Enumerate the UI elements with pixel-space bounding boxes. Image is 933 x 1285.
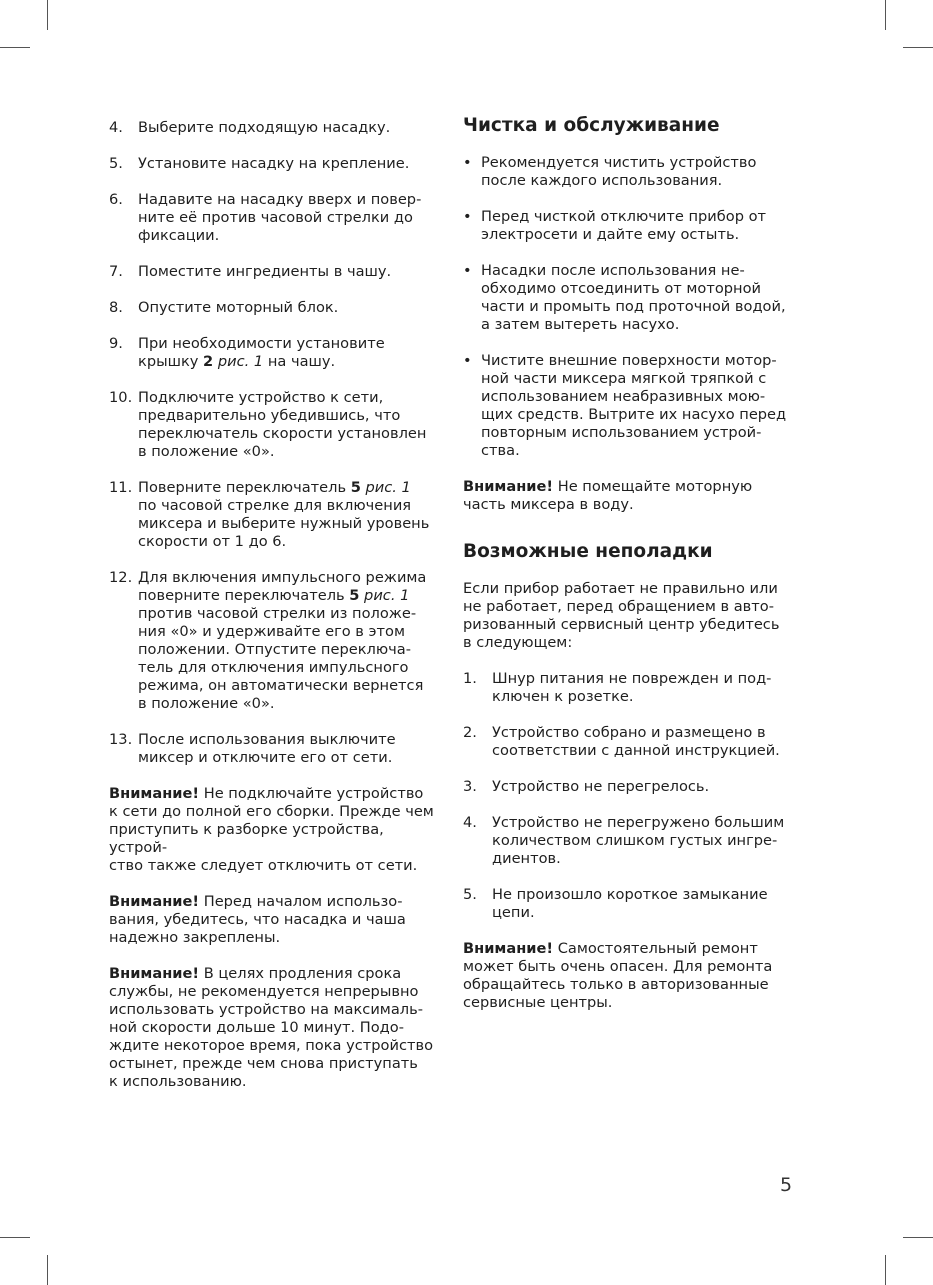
step-number: 4. [109,119,123,136]
step-text: Поместите ингредиенты в чашу. [138,263,392,280]
step-item [109,335,444,371]
step-item [109,389,444,461]
step-number: 7. [109,263,123,280]
step-item [109,191,444,245]
step-item [109,731,444,767]
crop-mark [885,0,886,30]
step-text: При необходимости установите крышку [138,335,385,370]
troubleshooting-intro: Если прибор работает не правильно или не работает, перед обращением в авто- ризованный сервисный центр убедитесь в следующем: [463,580,780,651]
part-number: 2 [203,353,214,370]
cleaning-heading: Чистка и обслуживание [463,115,720,136]
step-text: Опустите моторный блок. [138,299,339,316]
crop-mark [885,1255,886,1285]
check-text: Устройство не перегрелось. [492,778,710,795]
warning-text: Не помещайте моторную часть миксера в воду. [463,478,753,513]
figure-ref: рис. 1 [359,587,410,604]
step-number: 13. [109,731,133,748]
bullet-text: Перед чисткой отключите прибор от электросети и дайте ему остыть. [481,208,767,243]
warning-note [463,940,801,1012]
step-text: Для включения импульсного режима поверните переключатель [138,569,427,604]
warning-label: Внимание! [109,893,200,910]
figure-ref: рис. 1 [213,353,264,370]
step-number: 6. [109,191,123,208]
crop-mark [903,1237,933,1238]
check-text: Не произошло короткое замыкание цепи. [492,886,768,921]
check-text: Устройство не перегружено большим количеством слишком густых ингре- диентов. [492,814,785,867]
list-item [463,208,801,244]
warning-text: Перед началом использо- вания, убедитесь, что насадка и чаша надежно закреплены. [109,893,406,946]
step-text: Подключите устройство к сети, предварительно убедившись, что переключатель скорости установлен в положение «0». [138,389,427,460]
step-item [109,569,444,713]
check-item [463,724,801,760]
warning-text: Самостоятельный ремонт может быть очень опасен. Для ремонта обращайтесь только в авторизованные сервисные центры. [463,940,773,1011]
warning-note [109,785,444,875]
step-number: 8. [109,299,123,316]
step-text: по часовой стрелке для включения миксера и выберите нужный уровень скорости от 1 до 6. [138,497,430,550]
check-text: Устройство собрано и размещено в соответствии с данной инструкцией. [492,724,780,759]
step-item [109,119,444,137]
left-column [109,119,444,1109]
right-column [463,114,801,1030]
check-item [463,670,801,706]
page-number: 5 [780,1174,793,1196]
warning-note [109,893,444,947]
check-item [463,814,801,868]
step-number: 5. [109,155,123,172]
crop-mark [0,1237,30,1238]
step-item [109,299,444,317]
figure-ref: рис. 1 [360,479,411,496]
step-text: на чашу. [263,353,336,370]
step-number: 10. [109,389,133,406]
bullet-icon: • [463,154,472,171]
step-text: Установите насадку на крепление. [138,155,410,172]
warning-label: Внимание! [463,940,554,957]
step-text: Поверните переключатель [138,479,351,496]
check-text: Шнур питания не поврежден и под- ключен к розетке. [492,670,772,705]
check-number: 1. [463,670,477,687]
bullet-icon: • [463,352,472,369]
bullet-icon: • [463,208,472,225]
warning-note [109,965,444,1091]
warning-label: Внимание! [463,478,554,495]
warning-text: Не подключайте устройство к сети до полной его сборки. Прежде чем приступить к разборке устройства, устрой- ство также следует отключить от сети. [109,785,434,874]
check-number: 4. [463,814,477,831]
warning-note [463,478,801,514]
part-number: 5 [349,587,360,604]
crop-mark [47,1255,48,1285]
list-item [463,262,801,334]
troubleshooting-heading: Возможные неполадки [463,541,713,562]
step-text: Выберите подходящую насадку. [138,119,391,136]
check-item [463,886,801,922]
step-item [109,479,444,551]
bullet-text: Рекомендуется чистить устройство после каждого использования. [481,154,757,189]
check-number: 3. [463,778,477,795]
bullet-icon: • [463,262,472,279]
warning-label: Внимание! [109,785,200,802]
step-text: Надавите на насадку вверх и повер- ните её против часовой стрелки до фиксации. [138,191,422,244]
bullet-text: Насадки после использования не- обходимо отсоединить от моторной части и промыть под проточной водой, а затем вытереть насухо. [481,262,786,333]
step-item [109,155,444,173]
step-item [109,263,444,281]
list-item [463,154,801,190]
check-number: 5. [463,886,477,903]
step-number: 12. [109,569,133,586]
step-number: 11. [109,479,133,496]
bullet-text: Чистите внешние поверхности мотор- ной части миксера мягкой тряпкой с использованием неабразивных мою- щих средств. Вытрите их насухо перед повторным использованием устрой- ства. [481,352,787,459]
check-item [463,778,801,796]
step-number: 9. [109,335,123,352]
crop-mark [903,47,933,48]
warning-text: В целях продления срока службы, не рекомендуется непрерывно использовать устройство на максималь- ной скорости дольше 10 минут. Подо- ждите некоторое время, пока устройство остынет, прежде чем снова приступать к использованию. [109,965,434,1090]
list-item [463,352,801,460]
step-text: против часовой стрелки из положе- ния «0» и удерживайте его в этом положении. Отпустите переключа- тель для отключения импульсного режима, он автоматически вернется в положение «0». [138,605,424,712]
part-number: 5 [350,479,361,496]
step-text: После использования выключите миксер и отключите его от сети. [138,731,396,766]
crop-mark [0,47,30,48]
crop-mark [47,0,48,30]
check-number: 2. [463,724,477,741]
warning-label: Внимание! [109,965,200,982]
